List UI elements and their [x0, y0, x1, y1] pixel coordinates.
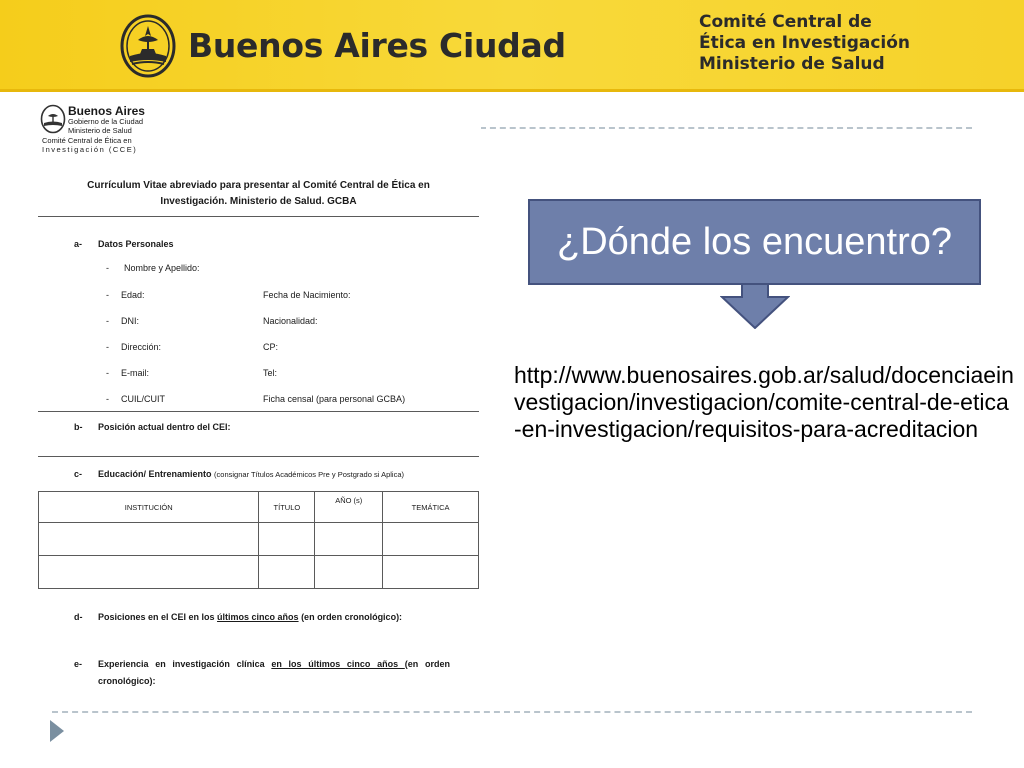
dashed-divider-bottom	[52, 711, 972, 713]
field-label: DNI:	[121, 316, 139, 326]
field-bullet: -	[106, 394, 109, 404]
next-slide-arrow-icon[interactable]	[50, 720, 64, 742]
field-label: Fecha de Nacimiento:	[263, 290, 351, 300]
section-letter: d-	[74, 612, 83, 622]
callout-box	[528, 199, 981, 285]
field-label: CUIL/CUIT	[121, 394, 166, 404]
column-header: TÍTULO	[259, 492, 315, 523]
committee-line: Ministerio de Salud	[699, 54, 885, 74]
field-bullet: -	[106, 368, 109, 378]
down-arrow-icon	[720, 283, 790, 329]
dashed-divider-top	[480, 127, 972, 129]
doc-committee-line: Investigación (CCE)	[42, 144, 138, 154]
field-label: Nombre y Apellido:	[124, 263, 200, 273]
gcba-logo-icon	[40, 104, 66, 134]
section-title	[98, 612, 402, 622]
requirements-link[interactable]: http://www.buenosaires.gob.ar/salud/docenciaeinvestigacion/investigacion/comite-central-de-etica-en-investigacion/requisitos-para-acreditacion	[514, 362, 1014, 442]
doc-rule	[38, 456, 479, 457]
doc-org-line: Gobierno de la Ciudad	[68, 117, 144, 126]
committee-line: Ética en Investigación	[699, 33, 911, 53]
section-text: Experiencia en investigación clínica	[98, 659, 272, 669]
table-row	[39, 556, 479, 589]
doc-org-name	[68, 105, 145, 135]
field-bullet: -	[106, 263, 109, 273]
section-note: (consignar Títulos Académicos Pre y Postgrado si Aplica)	[214, 470, 404, 479]
cv-document-image	[36, 98, 481, 698]
doc-committee	[42, 137, 137, 154]
field-label: Edad:	[121, 290, 145, 300]
callout-text: ¿Dónde los encuentro?	[556, 220, 953, 263]
section-title	[98, 469, 404, 479]
field-bullet: -	[106, 316, 109, 326]
section-letter: c-	[74, 469, 83, 479]
committee-line: Comité Central de	[699, 12, 872, 32]
column-header: AÑO (s)	[315, 492, 383, 523]
doc-rule	[38, 411, 479, 412]
section-title-emphasis: últimos cinco años	[217, 612, 299, 622]
section-text-emphasis: en los últimos cinco años	[271, 659, 405, 669]
field-label: E-mail:	[121, 368, 150, 378]
field-label: CP:	[263, 342, 279, 352]
column-header: INSTITUCIÓN	[39, 492, 259, 523]
table-row	[39, 523, 479, 556]
cv-title: Currículum Vitae abreviado para presentar al Comité Central de Ética en Investigación. Ministerio de Salud. GCBA	[87, 180, 430, 207]
doc-committee-line: Comité Central de Ética en	[42, 136, 132, 145]
field-bullet: -	[106, 290, 109, 300]
committee-name	[699, 12, 910, 75]
section-title-text: Educación/ Entrenamiento	[98, 469, 212, 479]
doc-org-line: Ministerio de Salud	[68, 126, 132, 135]
field-label: Ficha censal (para personal GCBA)	[263, 394, 406, 404]
section-text: (en orden cronológico):	[98, 659, 450, 686]
section-paragraph	[98, 656, 450, 690]
field-label: Nacionalidad:	[263, 316, 318, 326]
section-title: Datos Personales	[98, 239, 174, 249]
doc-rule	[38, 216, 479, 217]
field-label: Tel:	[263, 368, 278, 378]
banner-divider	[0, 89, 1024, 92]
buenos-aires-shield-icon	[120, 14, 176, 78]
column-header: TEMÁTICA	[383, 492, 479, 523]
section-title: Posición actual dentro del CEI:	[98, 422, 231, 432]
section-title-text: (en orden cronológico):	[298, 612, 403, 622]
brand-title: Buenos Aires Ciudad	[188, 26, 566, 65]
field-label: Dirección:	[121, 342, 162, 352]
field-bullet: -	[106, 342, 109, 352]
doc-org-title: Buenos Aires	[68, 104, 145, 118]
section-title-text: Posiciones en el CEI en los	[98, 612, 218, 622]
education-table	[38, 491, 479, 589]
section-letter: e-	[74, 659, 83, 669]
section-letter: b-	[74, 422, 83, 432]
section-letter: a-	[74, 239, 83, 249]
